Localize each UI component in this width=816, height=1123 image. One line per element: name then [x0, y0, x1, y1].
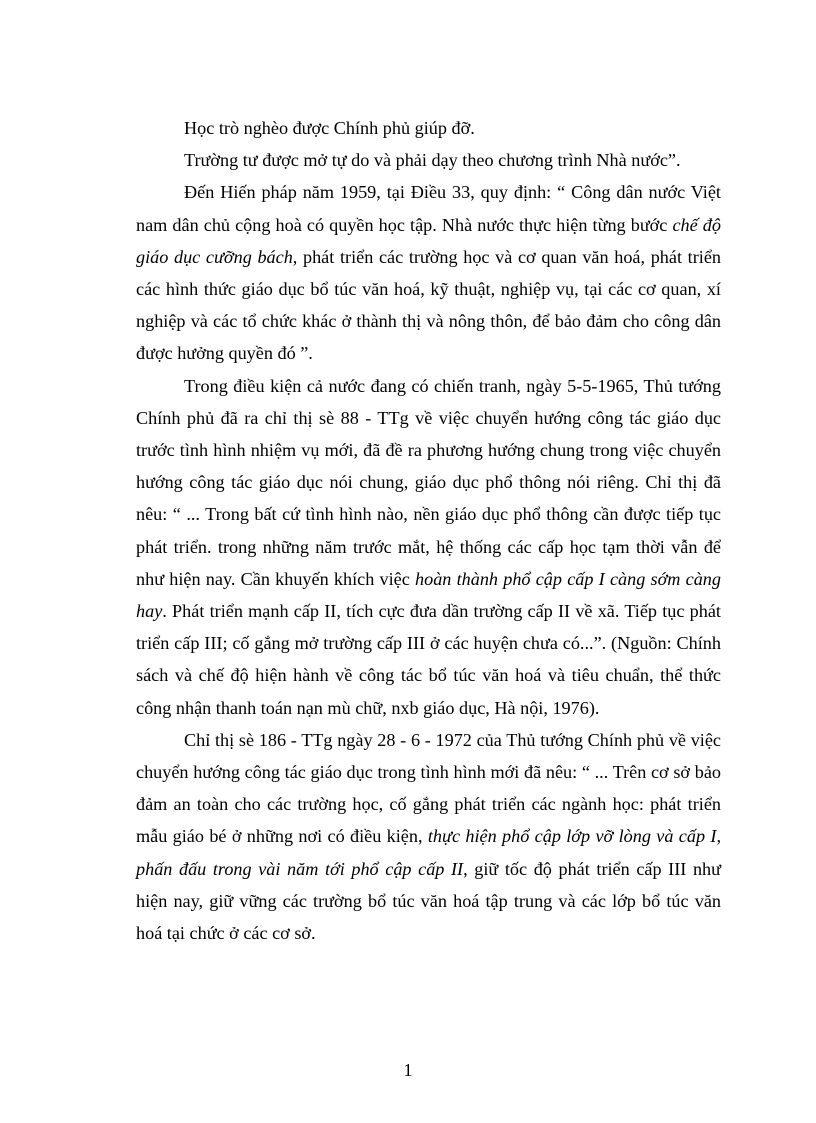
paragraph-3	[136, 176, 721, 369]
paragraph-2-text: Trường tư được mở tự do và phải dạy theo chương trình Nhà nước”.	[184, 150, 681, 171]
paragraph-1	[136, 112, 721, 144]
body-text	[136, 112, 721, 949]
paragraph-5-italic: thực hiện phổ cập lớp vỡ lòng và cấp I, phấn đấu trong vài năm tới phổ cập cấp II	[136, 826, 721, 879]
paragraph-5	[136, 724, 721, 949]
paragraph-4-italic: hoàn thành phổ cập cấp I càng sớm càng hay	[136, 568, 721, 622]
paragraph-3-text-a: Đến Hiến pháp năm 1959, tại Điều 33, quy định: “ Công dân nước Việt nam dân chủ cộng hoà có quyền học tập. Nhà nước thực hiện từng bước	[136, 182, 721, 235]
page-number: 1	[403, 1060, 413, 1080]
paragraph-4	[136, 370, 721, 724]
paragraph-4-text-b: . Phát triển mạnh cấp II, tích cực đưa dần trường cấp II về xã. Tiếp tục phát triển cấp III; cố gắng mở trường cấp III ở các huyện chưa có...”. (Nguồn: Chính sách và chế độ hiện hành về công tác bổ túc văn hoá và tiêu chuẩn, thể thức công nhận thanh toán nạn mù chữ, nxb giáo dục, Hà nội, 1976).	[136, 601, 721, 718]
paragraph-3-text-b: , phát triển các trường học và cơ quan văn hoá, phát triển các hình thức giáo dục bổ túc văn hoá, kỹ thuật, nghiệp vụ, tại các cơ quan, xí nghiệp và các tổ chức khác ở thành thị và nông thôn, để bảo đảm cho công dân được hưởng quyền đó ”.	[136, 246, 721, 364]
paragraph-4-text-a: Trong điều kiện cả nước đang có chiến tranh, ngày 5-5-1965, Thủ tướng Chính phủ đã ra chỉ thị sè 88 - TTg về việc chuyển hướng công tác giáo dục trước tình hình nhiệm vụ mới, đã đề ra phương hướng chung trong việc chuyển hướng công tác giáo dục nói chung, giáo dục phổ thông nói riêng. Chỉ thị đã nêu: “ ... Trong bất cứ tình hình nào, nền giáo dục phổ thông cần được tiếp tục phát triển. trong những năm trước mắt, hệ thống các cấp học tạm thời vẫn để như hiện nay. Cần khuyến khích việc	[136, 375, 721, 589]
paragraph-1-text: Học trò nghèo được Chính phủ giúp đỡ.	[184, 118, 475, 138]
paragraph-3-italic: chế độ giáo dục cưỡng bách	[136, 214, 721, 267]
paragraph-2	[136, 144, 721, 176]
paragraph-5-text-a: Chỉ thị sè 186 - TTg ngày 28 - 6 - 1972 của Thủ tướng Chính phủ về việc chuyển hướng công tác giáo dục trong tình hình mới đã nêu: “ ... Trên cơ sở bảo đảm an toàn cho các trường học, cố gắng phát triển các ngành học: phát triển mẫu giáo bé ở những nơi có điều kiện,	[136, 729, 721, 847]
paragraph-5-text-b: , giữ tốc độ phát triển cấp III như hiện nay, giữ vững các trường bổ túc văn hoá tập trung và các lớp bổ túc văn hoá tại chức ở các cơ sở.	[136, 858, 721, 944]
